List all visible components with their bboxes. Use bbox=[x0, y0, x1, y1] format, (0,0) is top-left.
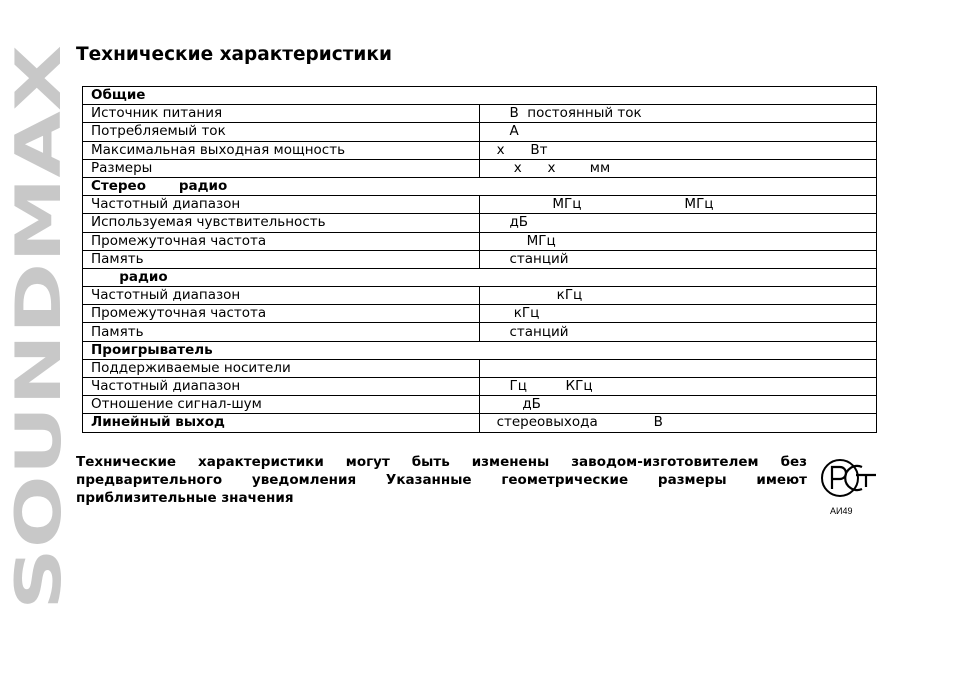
spec-label: Максимальная выходная мощность bbox=[83, 141, 480, 159]
section-label: Стерео радио bbox=[83, 177, 877, 195]
spec-row bbox=[83, 287, 877, 305]
page-title: Технические характеристики bbox=[76, 44, 392, 65]
section-label: Проигрыватель bbox=[83, 341, 877, 359]
svg-text:SOUNDMAX: SOUNDMAX bbox=[2, 201, 75, 610]
spec-value: кГц bbox=[480, 287, 877, 305]
spec-row bbox=[83, 378, 877, 396]
spec-row bbox=[83, 196, 877, 214]
spec-value: стереовыхода В bbox=[480, 414, 877, 432]
spec-section-row bbox=[83, 341, 877, 359]
spec-value: МГц МГц bbox=[480, 196, 877, 214]
spec-label: Частотный диапазон bbox=[83, 378, 480, 396]
spec-value: Гц КГц bbox=[480, 378, 877, 396]
spec-value: станций bbox=[480, 323, 877, 341]
spec-label: Источник питания bbox=[83, 105, 480, 123]
spec-row bbox=[83, 323, 877, 341]
spec-label: Линейный выход bbox=[83, 414, 480, 432]
spec-row bbox=[83, 232, 877, 250]
spec-row bbox=[83, 105, 877, 123]
certification-code: АИ49 bbox=[830, 506, 853, 516]
spec-row bbox=[83, 250, 877, 268]
spec-row bbox=[83, 396, 877, 414]
section-label: Общие bbox=[83, 87, 877, 105]
spec-label: Промежуточная частота bbox=[83, 232, 480, 250]
spec-value: дБ bbox=[480, 396, 877, 414]
spec-row bbox=[83, 359, 877, 377]
spec-row bbox=[83, 141, 877, 159]
spec-section-row bbox=[83, 177, 877, 195]
spec-row bbox=[83, 414, 877, 432]
spec-row bbox=[83, 123, 877, 141]
spec-value: кГц bbox=[480, 305, 877, 323]
spec-value: А bbox=[480, 123, 877, 141]
spec-value: дБ bbox=[480, 214, 877, 232]
spec-label: Память bbox=[83, 323, 480, 341]
spec-value: МГц bbox=[480, 232, 877, 250]
spec-section-row bbox=[83, 268, 877, 286]
spec-label: Частотный диапазон bbox=[83, 287, 480, 305]
spec-label: Промежуточная частота bbox=[83, 305, 480, 323]
spec-value: станций bbox=[480, 250, 877, 268]
spec-label: Используемая чувствительность bbox=[83, 214, 480, 232]
spec-row bbox=[83, 214, 877, 232]
spec-label: Частотный диапазон bbox=[83, 196, 480, 214]
soundmax-logo bbox=[2, 40, 75, 610]
spec-label: Размеры bbox=[83, 159, 480, 177]
section-label: радио bbox=[83, 268, 877, 286]
spec-label: Потребляемый ток bbox=[83, 123, 480, 141]
spec-table bbox=[82, 86, 877, 433]
spec-label: Поддерживаемые носители bbox=[83, 359, 480, 377]
spec-section-row bbox=[83, 87, 877, 105]
spec-row bbox=[83, 305, 877, 323]
spec-value: х х мм bbox=[480, 159, 877, 177]
spec-row bbox=[83, 159, 877, 177]
spec-value: В постоянный ток bbox=[480, 105, 877, 123]
spec-value bbox=[480, 359, 877, 377]
spec-value: х Вт bbox=[480, 141, 877, 159]
disclaimer-note: Технические характеристики могут быть изменены заводом-изготовителем без предварительного уведомления Указанные геометрические размеры имеют приблизительные значения bbox=[76, 454, 807, 506]
spec-label: Память bbox=[83, 250, 480, 268]
spec-label: Отношение сигнал-шум bbox=[83, 396, 480, 414]
